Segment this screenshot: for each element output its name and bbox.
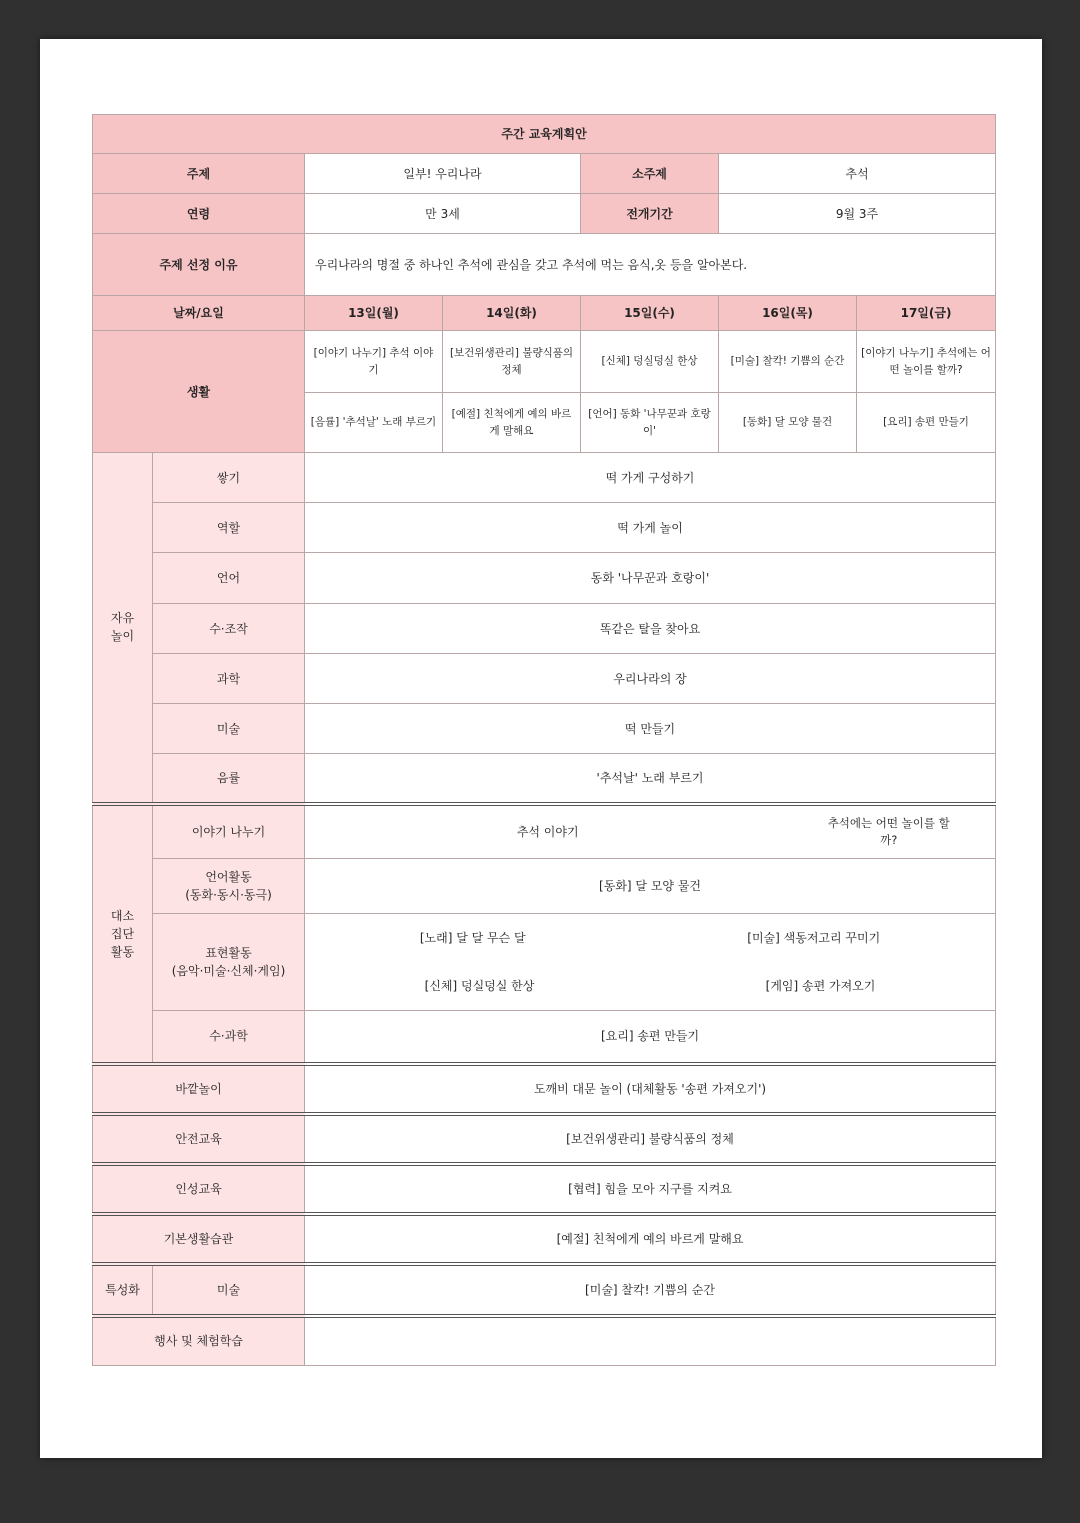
free-play-activity: 떡 가게 놀이	[305, 503, 996, 553]
life-fri-1: [이야기 나누기] 추석에는 어떤 놀이를 할까?	[857, 331, 996, 393]
outdoor-value: 도깨비 대문 놀이 (대체활동 '송편 가져오기')	[305, 1064, 996, 1114]
reason-value: 우리나라의 명절 중 하나인 추석에 관심을 갖고 추석에 먹는 음식,옷 등을 알아본다.	[305, 234, 996, 296]
life-mon-1: [이야기 나누기] 추석 이야기	[305, 331, 443, 393]
free-play-activity: 동화 '나무꾼과 호랑이'	[305, 553, 996, 604]
free-play-area: 수·조작	[153, 604, 305, 654]
group-language-area: 언어활동 (동화·동시·동극)	[153, 859, 305, 914]
expression-item: [노래] 달 달 무슨 달	[419, 931, 526, 945]
group-language-activity: [동화] 달 모양 물건	[305, 859, 996, 914]
plan-title: 주간 교육계획안	[93, 115, 996, 154]
date-thu: 16일(목)	[719, 296, 857, 331]
life-tue-1: [보건위생관리] 불량식품의 정체	[443, 331, 581, 393]
free-play-activity: 똑같은 탈을 찾아요	[305, 604, 996, 654]
date-label: 날짜/요일	[93, 296, 305, 331]
free-play-area: 과학	[153, 654, 305, 704]
period-value: 9월 3주	[719, 194, 996, 234]
life-wed-1: [신체] 덩실덩실 한상	[581, 331, 719, 393]
reason-label: 주제 선정 이유	[93, 234, 305, 296]
habits-value: [예절] 친척에게 예의 바르게 말해요	[305, 1214, 996, 1264]
group-story-cell	[305, 804, 996, 859]
group-math-activity: [요리] 송편 만들기	[305, 1011, 996, 1064]
theme-label: 주제	[93, 154, 305, 194]
date-wed: 15일(수)	[581, 296, 719, 331]
free-play-activity: 우리나라의 장	[305, 654, 996, 704]
habits-label: 기본생활습관	[93, 1214, 305, 1264]
special-label: 특성화	[93, 1264, 153, 1316]
free-play-label: 자유 놀이	[93, 453, 153, 804]
free-play-area: 역할	[153, 503, 305, 553]
character-value: [협력] 힘을 모아 지구를 지켜요	[305, 1164, 996, 1214]
character-label: 인성교육	[93, 1164, 305, 1214]
special-value: [미술] 찰칵! 기쁨의 순간	[305, 1264, 996, 1316]
document-page	[40, 39, 1042, 1458]
outdoor-label: 바깥놀이	[93, 1064, 305, 1114]
group-story-side: 추석에는 어떤 놀이를 할까?	[827, 815, 950, 847]
expression-item: [신체] 덩실덩실 한상	[424, 979, 535, 993]
weekly-plan-table	[92, 114, 996, 1366]
life-thu-2: [동화] 달 모양 물건	[719, 393, 857, 453]
group-label: 대소 집단 활동	[93, 804, 153, 1064]
group-story-area: 이야기 나누기	[153, 804, 305, 859]
group-expression-cell	[305, 914, 996, 1011]
expression-item: [게임] 송편 가져오기	[765, 979, 876, 993]
free-play-area: 쌓기	[153, 453, 305, 503]
age-label: 연령	[93, 194, 305, 234]
events-label: 행사 및 체험학습	[93, 1316, 305, 1366]
events-value	[305, 1316, 996, 1366]
life-fri-2: [요리] 송편 만들기	[857, 393, 996, 453]
group-story-main: 추석 이야기	[516, 824, 579, 839]
expression-item: [미술] 색동저고리 꾸미기	[747, 931, 881, 945]
theme-value: 일부! 우리나라	[305, 154, 581, 194]
date-mon: 13일(월)	[305, 296, 443, 331]
date-tue: 14일(화)	[443, 296, 581, 331]
subtheme-value: 추석	[719, 154, 996, 194]
life-thu-1: [미술] 찰칵! 기쁨의 순간	[719, 331, 857, 393]
group-expression-area: 표현활동 (음악·미술·신체·게임)	[153, 914, 305, 1011]
free-play-area: 미술	[153, 704, 305, 754]
special-area: 미술	[153, 1264, 305, 1316]
free-play-area: 음률	[153, 754, 305, 804]
safety-value: [보건위생관리] 불량식품의 정체	[305, 1114, 996, 1164]
safety-label: 안전교육	[93, 1114, 305, 1164]
life-mon-2: [음률] '추석날' 노래 부르기	[305, 393, 443, 453]
subtheme-label: 소주제	[581, 154, 719, 194]
free-play-activity: 떡 가게 구성하기	[305, 453, 996, 503]
age-value: 만 3세	[305, 194, 581, 234]
life-tue-2: [예절] 친척에게 예의 바르게 말해요	[443, 393, 581, 453]
free-play-activity: '추석날' 노래 부르기	[305, 754, 996, 804]
free-play-activity: 떡 만들기	[305, 704, 996, 754]
life-wed-2: [언어] 동화 '나무꾼과 호랑이'	[581, 393, 719, 453]
free-play-area: 언어	[153, 553, 305, 604]
life-label: 생활	[93, 331, 305, 453]
period-label: 전개기간	[581, 194, 719, 234]
group-math-area: 수·과학	[153, 1011, 305, 1064]
date-fri: 17일(금)	[857, 296, 996, 331]
